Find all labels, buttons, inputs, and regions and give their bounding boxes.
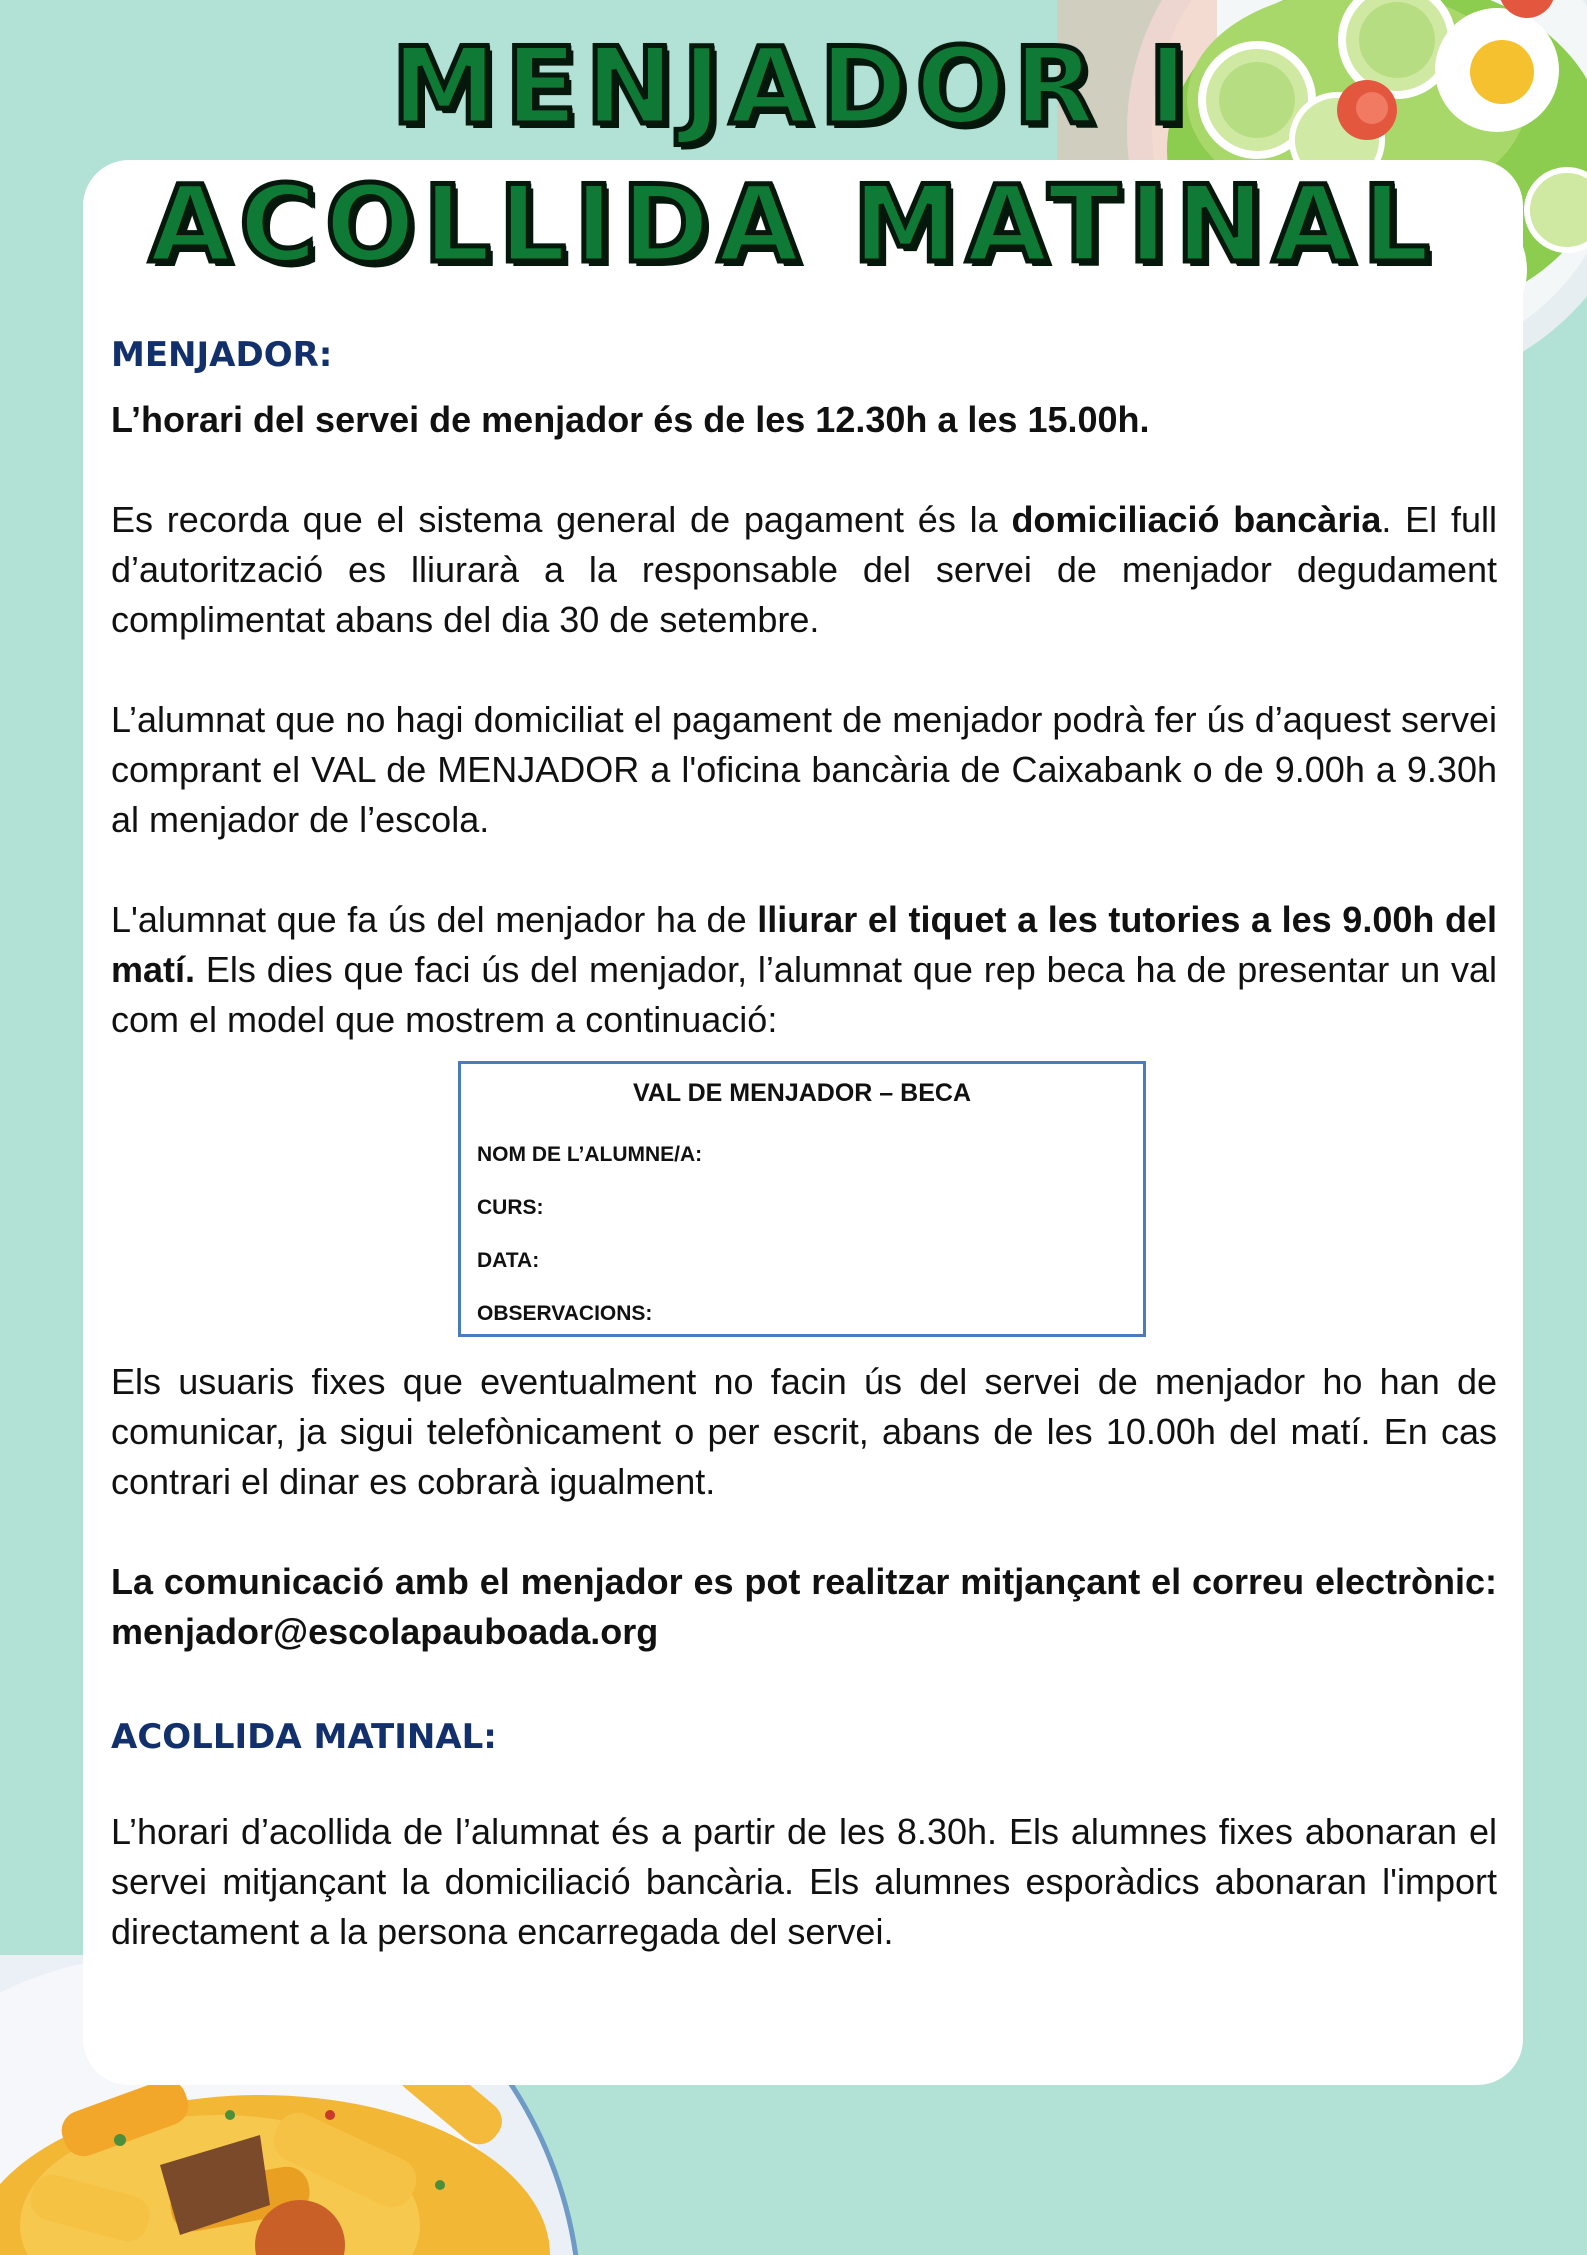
schedule-text: L’horari del servei de menjador és de les 12.30h a les 15.00h. bbox=[111, 399, 1150, 440]
payment-text-pre: Es recorda que el sistema general de pagament és la bbox=[111, 499, 1012, 540]
payment-paragraph bbox=[111, 495, 1497, 645]
title-line-1: MENJADOR I bbox=[391, 25, 1196, 148]
page-title bbox=[0, 18, 1587, 294]
title-line-2: ACOLLIDA MATINAL bbox=[149, 163, 1438, 286]
voucher-field-name: NOM DE L’ALUMNE/A: bbox=[477, 1143, 703, 1166]
voucher-model bbox=[458, 1061, 1146, 1337]
voucher-title: VAL DE MENJADOR – BECA bbox=[632, 1079, 971, 1107]
voucher-field-observations: OBSERVACIONS: bbox=[477, 1302, 653, 1325]
voucher-field-date: DATA: bbox=[477, 1249, 540, 1272]
absence-paragraph: Els usuaris fixes que eventualment no facin ús del servei de menjador ho han de comunicar, ja sigui telefònicament o per escrit, abans de les 10.00h del matí. En cas contrari el dinar es cobrarà igualment. bbox=[111, 1361, 1497, 1502]
acollida-paragraph: L’horari d’acollida de l’alumnat és a partir de les 8.30h. Els alumnes fixes abonaran el servei mitjançant la domiciliació bancària. Els alumnes esporàdics abonaran l'import directament a la persona encarregada del servei. bbox=[111, 1811, 1497, 1952]
ticket-text-bold: lliurar el tiquet a les tutories a les 9.00h del matí. bbox=[111, 899, 1497, 990]
payment-text-post: . El full d’autorització es lliurarà a la responsable del servei de menjador degudament complimentat abans del dia 30 de setembre. bbox=[111, 499, 1497, 640]
contact-paragraph bbox=[111, 1557, 1497, 1657]
voucher-purchase-paragraph: L’alumnat que no hagi domiciliat el pagament de menjador podrà fer ús d’aquest servei comprant el VAL de MENJADOR a l'oficina bancària de Caixabank o de 9.00h a 9.30h al menjador de l’escola. bbox=[111, 699, 1497, 840]
contact-text: La comunicació amb el menjador es pot realitzar mitjançant el correu electrònic: menjador@escolapauboada.org bbox=[111, 1561, 1497, 1652]
voucher-field-course: CURS: bbox=[477, 1196, 544, 1219]
ticket-text-post: Els dies que faci ús del menjador, l’alumnat que rep beca ha de presentar un val com el model que mostrem a continuació: bbox=[111, 949, 1497, 1040]
payment-text-bold: domiciliació bancària bbox=[1011, 499, 1382, 540]
ticket-text-pre: L'alumnat que fa ús del menjador ha de bbox=[111, 899, 758, 940]
ticket-paragraph bbox=[111, 895, 1497, 1045]
menjador-heading: MENJADOR: bbox=[111, 335, 333, 375]
menjador-schedule bbox=[111, 395, 1497, 445]
acollida-heading: ACOLLIDA MATINAL: bbox=[111, 1717, 497, 1757]
main-content bbox=[111, 325, 1497, 2007]
